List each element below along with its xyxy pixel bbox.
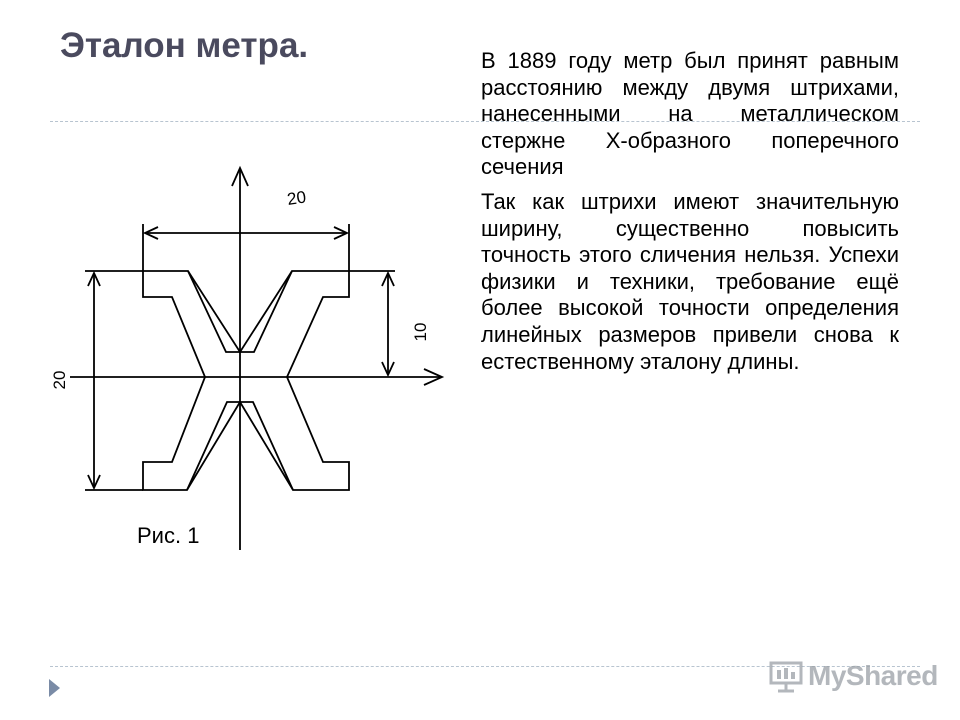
x-section-outline <box>143 271 349 490</box>
presentation-board-icon <box>768 658 804 694</box>
slide-title: Эталон метра. <box>60 26 309 65</box>
watermark <box>768 656 938 696</box>
paragraph-2: Так как штрихи имеют значительную ширину, существенно повысить точность этого сличения нельзя. Успехи физики и техники, требование ещё более высокой точности определения линейных размеров привели снова к естественному эталону длины. <box>481 188 899 374</box>
nav-arrow-icon[interactable] <box>49 679 60 697</box>
figure-caption: Рис. 1 <box>137 523 200 548</box>
paragraph-1: В 1889 году метр был принят равным расстоянию между двумя штрихами, нанесенными на металлическом стержне Х-образного поперечного сечения <box>481 48 899 180</box>
dim-right-label: 10 <box>411 322 430 342</box>
x-profile-diagram <box>0 0 480 580</box>
watermark-text: MyShared <box>808 660 938 691</box>
body-text <box>481 48 899 383</box>
dim-left-label: 20 <box>50 370 69 390</box>
dim-top-label: 20 <box>285 187 308 209</box>
